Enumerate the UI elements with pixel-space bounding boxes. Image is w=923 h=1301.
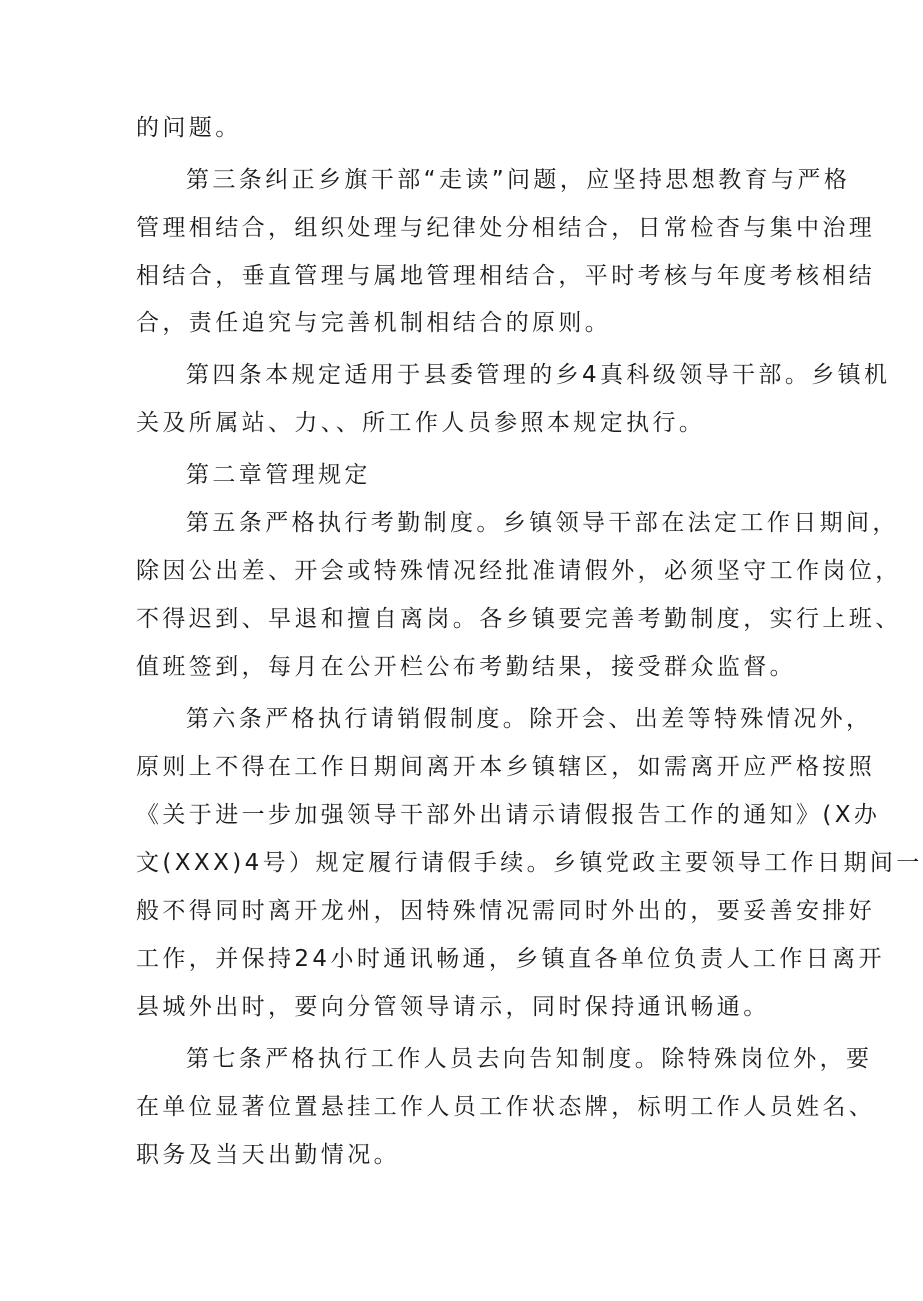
text-line-14: 原则上不得在工作日期间离开本乡镇辖区，如需离开应严格按照: [136, 754, 876, 780]
text-line-4: 相结合，垂直管理与属地管理相结合，平时考核与年度考核相结: [136, 263, 876, 289]
text-line-16: 文(XXX)4号）规定履行请假手续。乡镇党政主要领导工作日期间一: [136, 850, 923, 876]
text-line-6: 第四条本规定适用于县委管理的乡4真科级领导干部。乡镇机: [186, 362, 891, 388]
text-line-22: 职务及当天出勤情况。: [136, 1142, 400, 1168]
text-line-17: 般不得同时离开龙州，因特殊情况需同时外出的，要妥善安排好: [136, 898, 876, 924]
text-line-19: 县城外出时，要向分管领导请示，同时保持通讯畅通。: [136, 994, 770, 1020]
chapter-heading: 第二章管理规定: [186, 462, 371, 488]
text-line-2: 第三条纠正乡旗干部“走读”问题，应坚持思想教育与严格: [186, 167, 851, 193]
text-line-10: 除因公出差、开会或特殊情况经批准请假外，必须坚守工作岗位，: [136, 558, 902, 584]
text-line-5: 合，责任追究与完善机制相结合的原则。: [136, 310, 612, 336]
text-line-20: 第七条严格执行工作人员去向告知制度。除特殊岗位外，要: [186, 1046, 873, 1072]
text-line-3: 管理相结合，组织处理与纪律处分相结合，日常检杳与集中治理: [136, 215, 876, 241]
text-line-1: 的问题。: [136, 115, 242, 141]
text-line-21: 在单位显著位置悬挂工作人员工作状态牌，标明工作人员姓名、: [136, 1094, 876, 1120]
text-line-9: 第五条严格执行考勤制度。乡镇领导干部在法定工作日期间，: [186, 510, 899, 536]
text-line-15: 《关于进一步加强领导干部外出请示请假报告工作的通知》(X办: [136, 802, 881, 828]
text-line-7: 关及所属站、力、、所工作人员参照本规定执行。: [136, 410, 706, 436]
text-line-13: 第六条严格执行请销假制度。除开会、出差等特殊情况外，: [186, 706, 873, 732]
text-line-11: 不得迟到、早退和擅自离岗。各乡镇要完善考勤制度，实行上班、: [136, 606, 902, 632]
text-line-12: 值班签到，每月在公开栏公布考勤结果，接受群众监督。: [136, 654, 796, 680]
text-line-18: 工作，并保持24小时通讯畅通，乡镇直各单位负责人工作日离开: [136, 946, 885, 972]
